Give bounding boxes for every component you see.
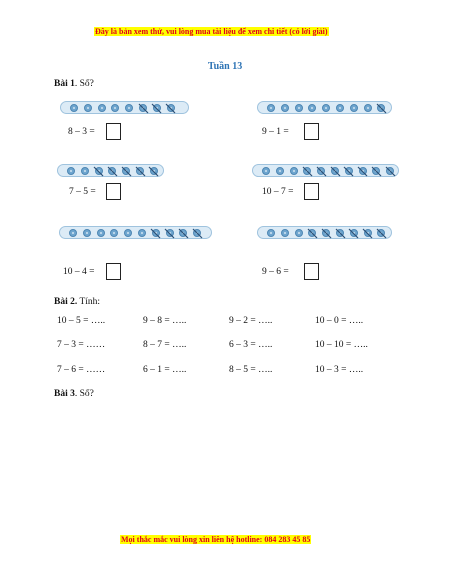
calc-r2-c4: 10 – 10 = ….. — [315, 340, 368, 350]
bai3-heading — [54, 389, 94, 399]
bead — [281, 229, 289, 237]
cross-out-mark — [316, 166, 327, 177]
bead — [138, 229, 146, 237]
calc-r1-c4: 10 – 0 = ….. — [315, 316, 364, 326]
bead — [125, 104, 133, 112]
bead — [336, 104, 344, 112]
bead — [267, 104, 275, 112]
cross-out-mark — [121, 166, 132, 177]
bai2-heading — [54, 297, 100, 307]
cross-out-mark — [330, 166, 341, 177]
bead — [364, 104, 372, 112]
bead-bar-6 — [257, 226, 392, 239]
equation-3: 7 – 5 = — [69, 187, 96, 197]
calc-r3-c2: 6 – 1 = ….. — [143, 365, 187, 375]
cross-out-mark — [321, 228, 332, 239]
bead — [97, 229, 105, 237]
answer-box-5[interactable] — [106, 263, 121, 280]
cross-out-mark — [362, 228, 373, 239]
cross-out-mark — [302, 166, 313, 177]
calc-r2-c1: 7 – 3 = …… — [57, 340, 106, 350]
bai1-text: . Số? — [74, 79, 94, 89]
bai1-label: Bài 1 — [54, 79, 75, 89]
week-title: Tuần 13 — [207, 61, 243, 72]
cross-out-mark — [178, 228, 189, 239]
cross-out-mark — [343, 166, 354, 177]
cross-out-mark — [376, 228, 387, 239]
bead — [124, 229, 132, 237]
cross-out-mark — [151, 103, 162, 114]
bead-bar-5 — [59, 226, 212, 239]
preview-notice: Đây là bản xem thử, vui lòng mua tài liệu để xem chi tiết (có lời giải) — [95, 27, 328, 36]
answer-box-6[interactable] — [304, 263, 319, 280]
cross-out-mark — [192, 228, 203, 239]
bead — [295, 104, 303, 112]
equation-5: 10 – 4 = — [63, 267, 95, 277]
bead — [69, 229, 77, 237]
bead — [67, 167, 75, 175]
equation-6: 9 – 6 = — [262, 267, 289, 277]
bead — [308, 104, 316, 112]
bai1-heading — [54, 79, 94, 89]
calc-r3-c3: 8 – 5 = ….. — [229, 365, 273, 375]
hotline-footer: Mọi thắc mắc vui lòng xin liên hệ hotline: 084 283 45 85 — [121, 535, 311, 544]
cross-out-mark — [164, 228, 175, 239]
answer-box-2[interactable] — [304, 123, 319, 140]
calc-r2-c2: 8 – 7 = ….. — [143, 340, 187, 350]
cross-out-mark — [150, 228, 161, 239]
bai3-text: . Số? — [74, 389, 94, 399]
cross-out-mark — [138, 103, 149, 114]
cross-out-mark — [348, 228, 359, 239]
cross-out-mark — [335, 228, 346, 239]
calc-r1-c3: 9 – 2 = ….. — [229, 316, 273, 326]
bead — [322, 104, 330, 112]
cross-out-mark — [107, 166, 118, 177]
bead — [110, 229, 118, 237]
bead — [83, 229, 91, 237]
bead — [290, 167, 298, 175]
cross-out-mark — [93, 166, 104, 177]
calc-r3-c1: 7 – 6 = …… — [57, 365, 106, 375]
cross-out-mark — [148, 166, 159, 177]
cross-out-mark — [135, 166, 146, 177]
answer-box-4[interactable] — [304, 183, 319, 200]
cross-out-mark — [371, 166, 382, 177]
bai2-text: Tính: — [77, 297, 101, 307]
cross-out-mark — [385, 166, 396, 177]
bai3-label: Bài 3 — [54, 389, 75, 399]
bead — [281, 104, 289, 112]
calc-r2-c3: 6 – 3 = ….. — [229, 340, 273, 350]
bead-bar-4 — [252, 164, 399, 177]
bead — [262, 167, 270, 175]
cross-out-mark — [376, 103, 387, 114]
bead — [111, 104, 119, 112]
bead — [295, 229, 303, 237]
answer-box-3[interactable] — [106, 183, 121, 200]
bead — [267, 229, 275, 237]
bead — [98, 104, 106, 112]
bead-bar-1 — [60, 101, 189, 114]
calc-r1-c1: 10 – 5 = ….. — [57, 316, 106, 326]
equation-4: 10 – 7 = — [262, 187, 294, 197]
answer-box-1[interactable] — [106, 123, 121, 140]
cross-out-mark — [165, 103, 176, 114]
cross-out-mark — [307, 228, 318, 239]
bai2-label: Bài 2. — [54, 297, 78, 307]
bead-bar-3 — [57, 164, 164, 177]
bead — [81, 167, 89, 175]
bead — [276, 167, 284, 175]
calc-r3-c4: 10 – 3 = ….. — [315, 365, 364, 375]
bead-bar-2 — [257, 101, 392, 114]
calc-r1-c2: 9 – 8 = ….. — [143, 316, 187, 326]
bead — [84, 104, 92, 112]
bead — [70, 104, 78, 112]
equation-2: 9 – 1 = — [262, 127, 289, 137]
bead — [350, 104, 358, 112]
equation-1: 8 – 3 = — [68, 127, 95, 137]
cross-out-mark — [357, 166, 368, 177]
